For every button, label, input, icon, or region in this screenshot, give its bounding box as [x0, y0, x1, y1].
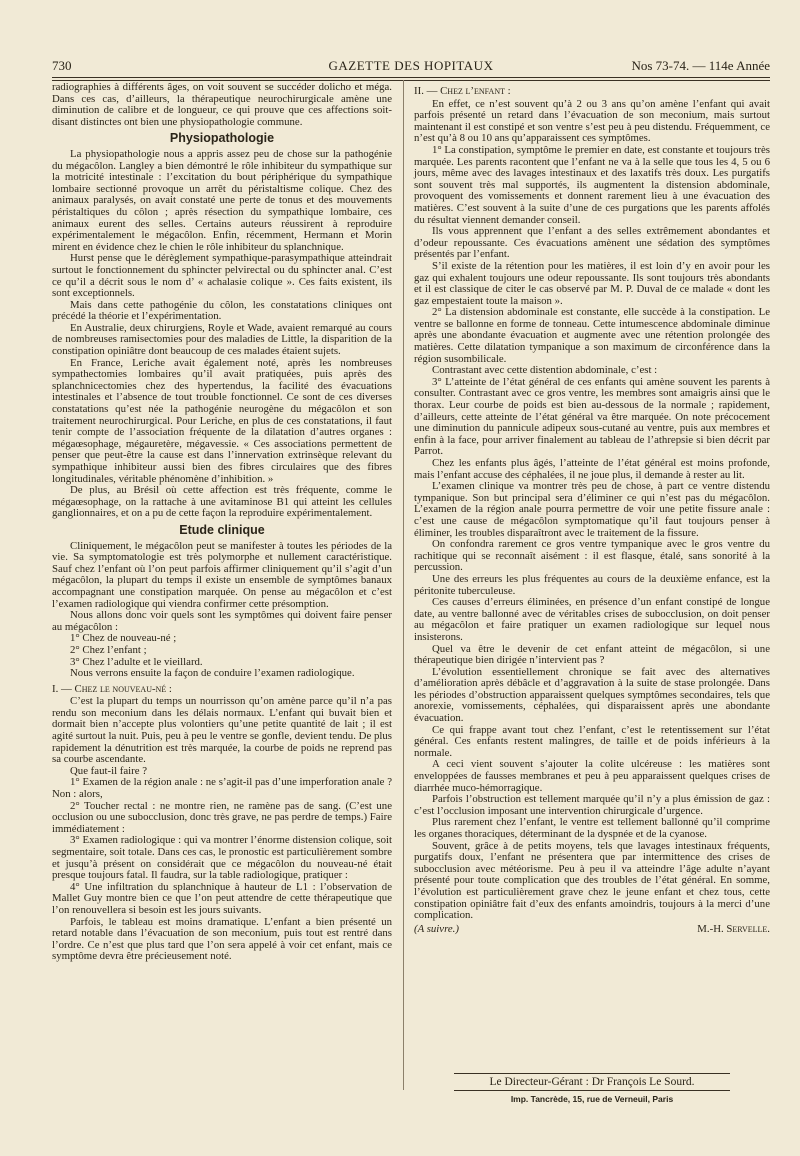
paragraph: 2° Chez l’enfant ; — [70, 643, 147, 656]
paragraph: 4° Une infiltration du splanchnique à hauteur de L1 : l’observation de Mallet Guy montre bien ce que l’on peut attendre de cette thérapeutique que l’on renouvellera si besoin est les jours suivants. — [52, 880, 392, 916]
paragraph: L’évolution essentiellement chronique se fait avec des alternatives d’amélioration après débâcle et d’aggravation à la suite de stase prolongée. Dans les périodes d’obstruction apparaissent quelques symptômes secondaires, tels que anorexie, vomissements, céphalées, qui disparaissent après une abondante évacuation. — [414, 665, 770, 725]
paragraph: Nous allons donc voir quels sont les symptômes qui doivent faire penser au mégacôlon : — [52, 609, 392, 633]
paragraph: 2° Toucher rectal : ne montre rien, ne ramène pas de sang. (C’est une occlusion ou une subocclusion, donc très grave, ne pas perdre de temps.) Faire immédiatement : — [52, 799, 392, 835]
printer-line: Imp. Tancrède, 15, rue de Verneuil, Paris — [510, 1094, 674, 1104]
paragraph: 3° Chez l’adulte et le vieillard. — [70, 655, 203, 668]
paragraph: En France, Leriche avait également noté, après les nombreuses sympathectomies lombaires qu’il avait pratiquées, puis après des splanchnicectomies chez des hypertendus, la facilité des évacuations intestinales et l’absence de tout trouble fonctionnel. Ce sont de ces diverses constatations qu’est née la pathogénie neurogène du mégacôlon et son traitement neurochirurgical. Pour Leriche, en plus de ces constatations, il faut tenir compte de l’association fréquente de la dilatation d’autres organes : mégaœsophage, mégauretère, mégavessie. « Ces associations permettent de penser que peut-être la cause est dans l’innervation extrinsèque relevant du sympathique inhibiteur aussi bien des fibres circulaires que des fibres longitudinales, véritable phénomène d’inhibition. » — [52, 356, 392, 485]
paragraph: Chez les enfants plus âgés, l’atteinte de l’état général est moins profonde, mais l’enfant accuse des céphalées, il ne joue plus, il demande à rester au lit. — [414, 457, 770, 481]
paragraph: La physiopathologie nous a appris assez peu de chose sur la pathogénie du mégacôlon. Langley a bien démontré le rôle inhibiteur du sympathique sur la motricité intestinale : l’excitation du bout périphérique du sympathique lombaire sectionné provoque un arrêt du péristaltisme colique. Chez des animaux paralysés, on avait constaté une perte de tonus et des mouvements péristaltiques du côlon ; après résection du sympathique lombaire, ces animaux eurent des selles. Certains auteurs réussirent à reproduire expérimentalement le mégacôlon. Enfin, récemment, Hermann et Morin mirent en évidence chez le chien le rôle inhibiteur du splanchnique. — [52, 147, 392, 253]
paragraph: Parfois, le tableau est moins dramatique. L’enfant a bien présenté un retard notable dans l’évacuation de son meconium, puis tout est rentré dans l’ordre. Ce n’est que plus tard que l’on sera appelé à voir cet enfant, mais ce symptôme devra être précieusement noté. — [52, 915, 392, 963]
paragraph: Parfois l’obstruction est tellement marquée qu’il n’y a plus émission de gaz : c’est l’occlusion imposant une intervention chirurgicale d’urgence. — [414, 793, 770, 817]
paragraph: 1° Examen de la région anale : ne s’agit-il pas d’une imperforation anale ? Non : alors, — [52, 776, 392, 801]
paragraph: Ces causes d’erreurs éliminées, en présence d’un enfant constipé de longue date, au ventre ballonné avec de véritables crises de subocclusion, on doit penser au mégacôlon et faire pratiquer un examen radiologique sur lequel nous insisterons. — [414, 596, 770, 643]
column-divider — [403, 80, 404, 1090]
paragraph: Que faut-il faire ? — [70, 764, 148, 777]
paragraph: Nous verrons ensuite la façon de conduire l’examen radiologique. — [70, 667, 355, 680]
paragraph: Mais dans cette pathogénie du côlon, les constatations cliniques ont précédé la théorie et l’expérimentation. — [52, 298, 392, 323]
right-column — [414, 82, 770, 935]
paragraph: S’il existe de la rétention pour les matières, il est loin d’y en avoir pour les gaz qui exhalent toujours une odeur repoussante. Ils sont toujours très abondants et il est classique de citer le cas observé par M. P. Duval de ce malade « dont les gaz empestaient toute la maison ». — [414, 259, 770, 307]
page-number: 730 — [52, 58, 72, 73]
subsection-heading: I. — Chez le nouveau-né : — [52, 682, 172, 695]
page-footer — [414, 1073, 770, 1104]
paragraph: Ce qui frappe avant tout chez l’enfant, c’est le retentissement sur l’état général. Ces enfants restent malingres, de taille et de poids inférieurs à la normale. — [414, 723, 770, 759]
section-heading: Physiopathologie — [169, 131, 275, 146]
paragraph: Plus rarement chez l’enfant, le ventre est tellement ballonné qu’il comprime les organes thoraciques, déterminant de la dyspnée et de la cyanose. — [414, 816, 770, 840]
paragraph: Une des erreurs les plus fréquentes au cours de la deuxième enfance, est la péritonite tuberculeuse. — [414, 572, 770, 597]
paragraph: radiographies à différents âges, on voit souvent se succéder dolicho et méga. Dans ces cas, d’ailleurs, la thérapeutique neurochirurgicale amène une diminution de calibre et de longueur, ce qui prouve que ces affections soit-disant distinctes ont bien une physiopathologie commune. — [52, 81, 392, 128]
page-header — [52, 58, 770, 76]
paragraph: Hurst pense que le dérèglement sympathique-parasympathique atteindrait surtout le fonctionnement du sphincter pelvirectal ou du sphincter anal. C’est ce qu’il a décrit sous le nom d’ « achalasie colique ». Ces faits existent, ils sont exceptionnels. — [52, 252, 392, 300]
paragraph: On confondra rarement ce gros ventre tympanique avec le gros ventre du rachitique qui se reconnaît aisément : il est flasque, étalé, sans sonorité à la percussion. — [414, 538, 770, 574]
paragraph: 3° L’atteinte de l’état général de ces enfants qui amène souvent les parents à consulter. Contrastant avec ce gros ventre, les membres sont amaigris ainsi que le thorax. Leur courbe de poids est bien au-dessous de la normale ; rapidement, d’ailleurs, cette atteinte de l’état général va être marquée. On note précocement une diminution du pannicule adipeux sous-cutané au ventre, puis aux membres et enfin à la face, pour arriver finalement au tableau de l’athrepsie si bien décrit par Parrot. — [414, 375, 770, 458]
to-be-continued: (A suivre.) — [414, 922, 459, 935]
paragraph: De plus, au Brésil où cette affection est très fréquente, comme le mégaœsophage, on la rattache à une avitaminose B1 qui atteint les cellules ganglionnaires, et on a pu de cette façon la reproduire expérimentalement. — [52, 484, 392, 520]
paragraph: C’est la plupart du temps un nourrisson qu’on amène parce qu’il n’a pas rendu son meconium dans les délais normaux. L’enfant qui buvait bien et dormait bien n’accepte plus volontiers qu’une petite quantité de lait ; il est agité surtout la nuit. Puis, peu à peu le ventre se gonfle, devient tendu. De plus rapidement la dénutrition est très marquée, la courbe de poids ne reprend pas sa courbe ascendante. — [52, 695, 392, 766]
paragraph: A ceci vient souvent s’ajouter la colite ulcéreuse : les matières sont enveloppées de fausses membranes et peu à peu apparaissent quelques crises de diarrhée muco-hémorragique. — [414, 758, 770, 794]
article-signature — [414, 924, 770, 936]
paragraph: Cliniquement, le mégacôlon peut se manifester à toutes les périodes de la vie. Sa symptomatologie est très polymorphe et nullement caractéristique. Sauf chez l’enfant où l’on peut parfois affirmer cliniquement qu’il s’agit d’un mégacôlon, la plupart du temps il existe un ensemble de symptômes banaux accompagnant une constipation marquée. On pense au mégacôlon et c’est l’examen radiologique qui viendra confirmer cette présomption. — [52, 539, 392, 610]
paragraph: En Australie, deux chirurgiens, Royle et Wade, avaient remarqué au cours de nombreuses ramisectomies pour des maladies de Little, la disparition de la constipation opiniâtre dont beaucoup de ces malades étaient sujets. — [52, 321, 392, 358]
paragraph: Souvent, grâce à de petits moyens, tels que lavages intestinaux fréquents, purgatifs doux, l’enfant ne présentera que par intermittence des crises de subocclusion avec météorisme. Peu à peu il va atteindre l’âge adulte n’ayant présenté pour toute complication que des troubles de l’état général. En somme, l’évolution est particulièrement grave chez le jeune enfant et chez tous, cette constipation opiniâtre fait d’eux des enfants amoindris, toujours à la merci d’une complication. — [414, 839, 770, 922]
author-name: M.-H. Servelle. — [697, 922, 770, 935]
header-rule — [52, 77, 770, 78]
paragraph: En effet, ce n’est souvent qu’à 2 ou 3 ans qu’on amène l’enfant qui avait parfois présenté un retard dans l’évacuation de son meconium, mais surtout maintenant il est constipé et son ventre s’est peu à peu distendu. Fréquemment, ce n’est qu’à 8 ou 10 ans qu’apparaissent ces symptômes. — [414, 97, 770, 145]
subsection-heading: II. — Chez l’enfant : — [414, 85, 511, 97]
paragraph: Ils vous apprennent que l’enfant a des selles extrêmement abondantes et d’odeur repoussante. Ces évacuations amènent une sédation des symptômes présentés par l’enfant. — [414, 225, 770, 261]
director-line: Le Directeur-Gérant : Dr François Le Sourd. — [454, 1073, 730, 1091]
section-heading: Etude clinique — [179, 522, 265, 537]
paragraph: L’examen clinique va montrer très peu de chose, à part ce ventre distendu tympanique. Son but principal sera d’éliminer ce qui n’est pas du mégacôlon. L’examen de la région anale pourra permettre de voir une petite fissure anale : c’est une cause de mégacôlon symptomatique qu’il faut toujours penser à éliminer, les troubles disparaîtront avec le traitement de la fissure. — [414, 480, 770, 539]
left-column — [52, 82, 392, 963]
journal-title: GAZETTE DES HOPITAUX — [328, 58, 494, 73]
paragraph: 2° La distension abdominale est constante, elle succède à la constipation. Le ventre se ballonne en forme de tonneau. Cette intumescence abdominale diminue après une abondante évacuation et augmente avec une rétention prolongée des matières. Cette dilatation tympanique a son maximum de circonférence dans la région susombilicale. — [414, 306, 770, 365]
issue-number: Nos 73-74. — 114e Année — [631, 58, 770, 73]
paragraph: 3° Examen radiologique : qui va montrer l’énorme distension colique, soit segmentaire, soit totale. Dans ces cas, le pronostic est particulièrement sombre et jusqu’à présent on considérait que ce mégacôlon du nouveau-né était presque toujours fatal. Il faudra, sur la table radiologique, pratiquer : — [52, 834, 392, 882]
paragraph: Quel va être le devenir de cet enfant atteint de mégacôlon, si une thérapeutique bien dirigée n’intervient pas ? — [414, 642, 770, 667]
paragraph: Contrastant avec cette distention abdominale, c’est : — [432, 364, 658, 377]
paragraph: 1° La constipation, symptôme le premier en date, est constante et toujours très marquée. Les parents racontent que l’enfant ne va à la selle que tous les 4, 5 ou 6 jours, même avec des lavages intestinaux et des laxatifs très doux. Les purgatifs sont souvent très mal supportés, ils augmentent la distension abdominale, provoquent des vomissements et donnent rarement lieu à une évacuation des matières. C’est souvent à la suite d’une de ces purgations que les parents affolés du résultat viennent demander conseil. — [414, 143, 770, 226]
paragraph: 1° Chez de nouveau-né ; — [70, 632, 177, 645]
